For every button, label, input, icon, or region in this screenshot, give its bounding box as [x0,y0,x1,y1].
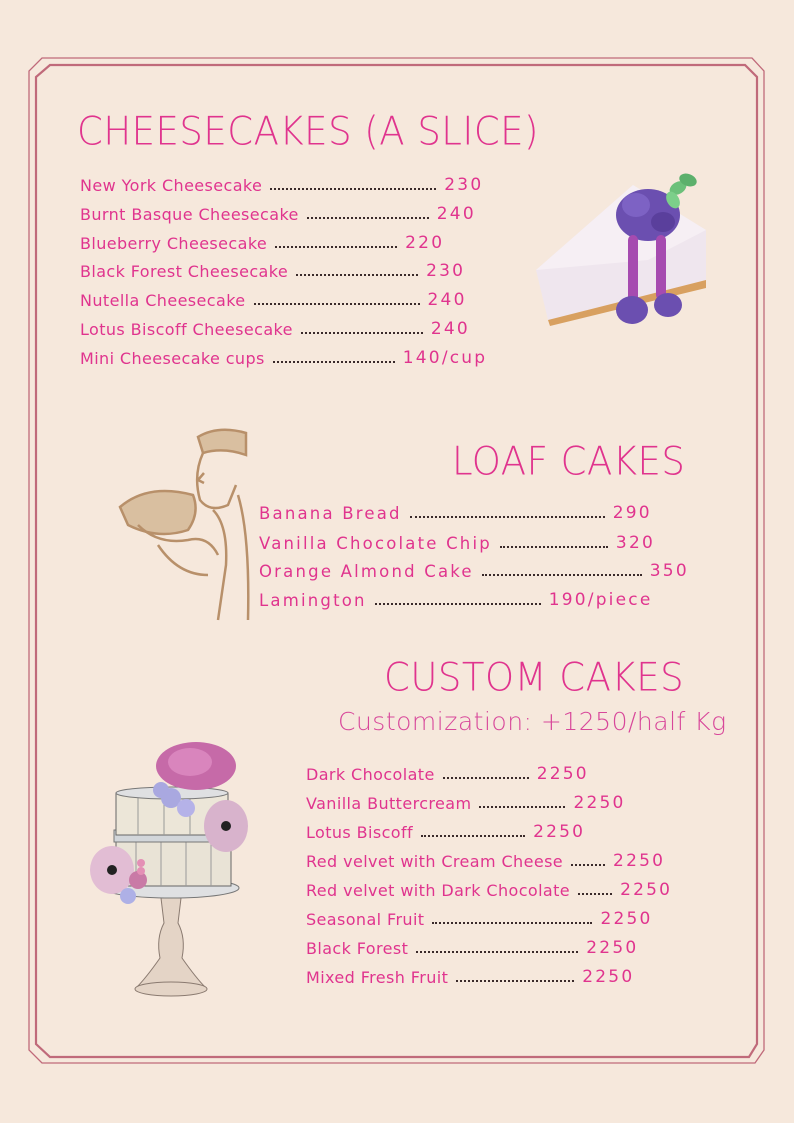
item-name: Blueberry Cheesecake [80,233,268,253]
item-name: Red velvet with Cream Cheese [306,851,564,871]
item-name: Vanilla Chocolate Chip [259,533,492,553]
menu-item [80,347,487,369]
item-price: 240 [436,204,476,224]
menu-item [306,850,665,872]
menu-item [306,937,638,959]
dot-leader [456,980,574,982]
item-price: 2250 [536,764,589,784]
dot-leader [421,835,525,837]
item-price: 320 [615,533,655,553]
item-price: 2250 [620,880,673,900]
item-price: 2250 [600,909,653,929]
dot-leader [432,922,592,924]
dot-leader [273,361,395,363]
menu-item [306,908,653,930]
dot-leader [416,951,578,953]
item-price: 290 [612,503,652,523]
menu-item [306,966,634,988]
menu-item [80,318,470,340]
customization-note: Customization: +1250/half Kg [338,707,727,736]
dot-leader [301,332,423,334]
item-price: 2250 [613,851,666,871]
menu-item [80,289,467,311]
item-price: 240 [430,319,470,339]
item-name: Burnt Basque Cheesecake [80,204,299,224]
item-name: Lamington [259,590,367,610]
dot-leader [296,274,418,276]
item-name: New York Cheesecake [80,175,263,195]
item-name: Red velvet with Dark Chocolate [306,880,571,900]
item-name: Seasonal Fruit [306,909,425,929]
menu-item [306,879,672,901]
item-name: Black Forest Cheesecake [80,261,289,281]
item-price: 2250 [533,822,586,842]
menu-item [80,174,483,196]
item-name: Lotus Biscoff Cheesecake [80,319,293,339]
dot-leader [482,574,642,576]
item-price: 230 [426,261,466,281]
blueberry-cheesecake-slice-image [528,160,718,335]
floral-tiered-cake-image [86,738,256,1000]
menu-item [80,203,476,225]
baker-holding-loaf-image [118,425,253,625]
item-name: Nutella Cheesecake [80,290,246,310]
item-price: 2250 [582,967,635,987]
dot-leader [375,603,541,605]
item-price: 220 [405,233,445,253]
dot-leader [410,516,605,518]
item-price: 240 [427,290,467,310]
menu-item [80,232,444,254]
item-name: Black Forest [306,938,409,958]
menu-item [259,560,689,582]
dot-leader [307,217,429,219]
item-name: Orange Almond Cake [259,561,474,581]
dot-leader [500,546,608,548]
item-name: Mixed Fresh Fruit [306,967,449,987]
dot-leader [479,806,565,808]
cheesecakes-title: CHEESECAKES (A SLICE) [77,108,539,155]
item-price: 190/piece [548,590,653,610]
menu-item [259,532,655,554]
item-price: 140/cup [402,348,488,368]
menu-item [306,792,626,814]
item-name: Banana Bread [259,503,402,523]
dot-leader [254,303,420,305]
dot-leader [275,246,397,248]
item-price: 350 [649,561,689,581]
item-price: 230 [444,175,484,195]
item-price: 2250 [586,938,639,958]
item-price: 2250 [573,793,626,813]
menu-item [80,260,465,282]
menu-item [259,589,652,611]
menu-item [306,763,589,785]
item-name: Vanilla Buttercream [306,793,472,813]
item-name: Mini Cheesecake cups [80,348,265,368]
menu-item [306,821,585,843]
menu-item [259,502,652,524]
dot-leader [571,864,605,866]
item-name: Dark Chocolate [306,764,435,784]
item-name: Lotus Biscoff [306,822,414,842]
dot-leader [578,893,612,895]
loaf-cakes-title: LOAF CAKES [452,438,686,485]
dot-leader [443,777,529,779]
dot-leader [270,188,436,190]
custom-cakes-title: CUSTOM CAKES [384,654,685,701]
